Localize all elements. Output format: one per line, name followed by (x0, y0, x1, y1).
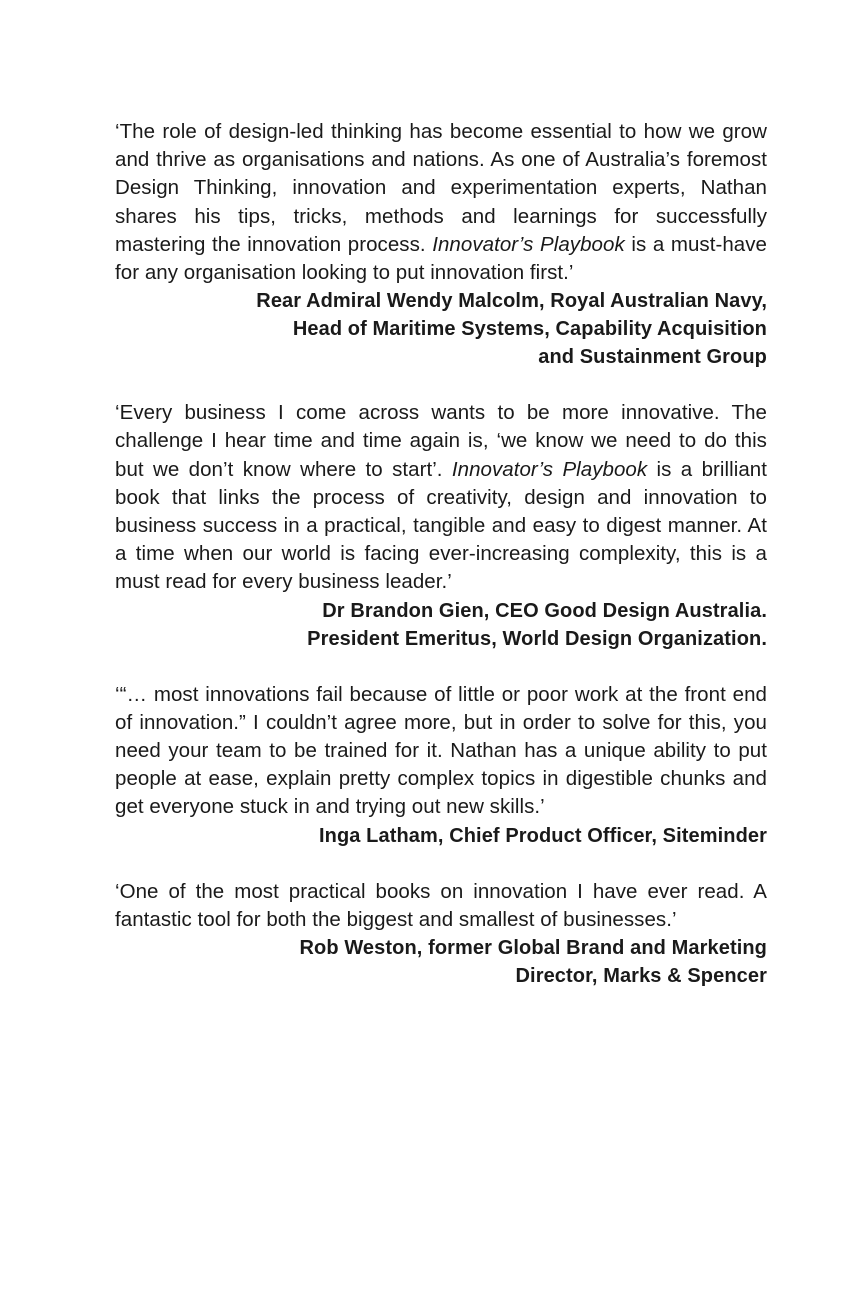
attribution-line: President Emeritus, World Design Organization. (307, 627, 767, 650)
testimonial-1 (115, 118, 767, 371)
testimonial-attribution (115, 934, 767, 990)
quote-text: is a brilliant book that links the process of creativity, design and innovation to business success in a practical, tangible and easy to digest manner. At a time when our world is facing ever-increasing complexity, this is a must read for every business leader.’ (115, 457, 767, 594)
testimonial-quote: ‘“… most innovations fail because of little or poor work at the front end of innovation.” I couldn’t agree more, but in order to solve for this, you need your team to be trained for it. Nathan has a unique ability to put people at ease, explain pretty complex topics in digestible chunks and get everyone stuck in and trying out new skills.’ (115, 682, 767, 819)
attribution-line: Rob Weston, former Global Brand and Marketing (299, 937, 767, 960)
attribution-line: and Sustainment Group (538, 346, 767, 369)
book-title: Innovator’s Playbook (451, 457, 648, 481)
spacer (115, 371, 767, 399)
spacer (115, 850, 767, 878)
testimonial-attribution (115, 597, 767, 653)
testimonial-quote (115, 118, 767, 287)
book-title: Innovator’s Playbook (432, 232, 625, 256)
testimonial-attribution (115, 822, 767, 850)
attribution-line: Director, Marks & Spencer (515, 965, 767, 988)
testimonial-attribution (115, 287, 767, 371)
attribution-line: Dr Brandon Gien, CEO Good Design Australia. (322, 599, 767, 622)
testimonial-quote (115, 399, 767, 596)
quote-text: ‘The role of design-led thinking has become essential to how we grow and thrive as organisations and nations. As one of Australia’s foremost Design Thinking, innovation and experimentation experts, Nathan shares his tips, tricks, methods and learnings for successfully mastering the innovation process. (115, 120, 767, 256)
praise-page (115, 118, 767, 990)
testimonial-2 (115, 399, 767, 652)
testimonial-3 (115, 681, 767, 850)
spacer (115, 653, 767, 681)
testimonial-quote: ‘One of the most practical books on innovation I have ever read. A fantastic tool for both the biggest and smallest of businesses.’ (115, 879, 767, 931)
testimonial-4 (115, 878, 767, 990)
attribution-line: Inga Latham, Chief Product Officer, Siteminder (318, 824, 767, 847)
attribution-line: Head of Maritime Systems, Capability Acquisition (292, 318, 767, 341)
quote-text: ‘Every business I come across wants to be more innovative. The challenge I hear time and time again is, ‘we know we need to do this but we don’t know where to start’. (115, 401, 767, 481)
quote-text: is a must-have for any organisation looking to put innovation first.’ (115, 232, 767, 285)
attribution-line: Rear Admiral Wendy Malcolm, Royal Australian Navy, (256, 290, 767, 313)
